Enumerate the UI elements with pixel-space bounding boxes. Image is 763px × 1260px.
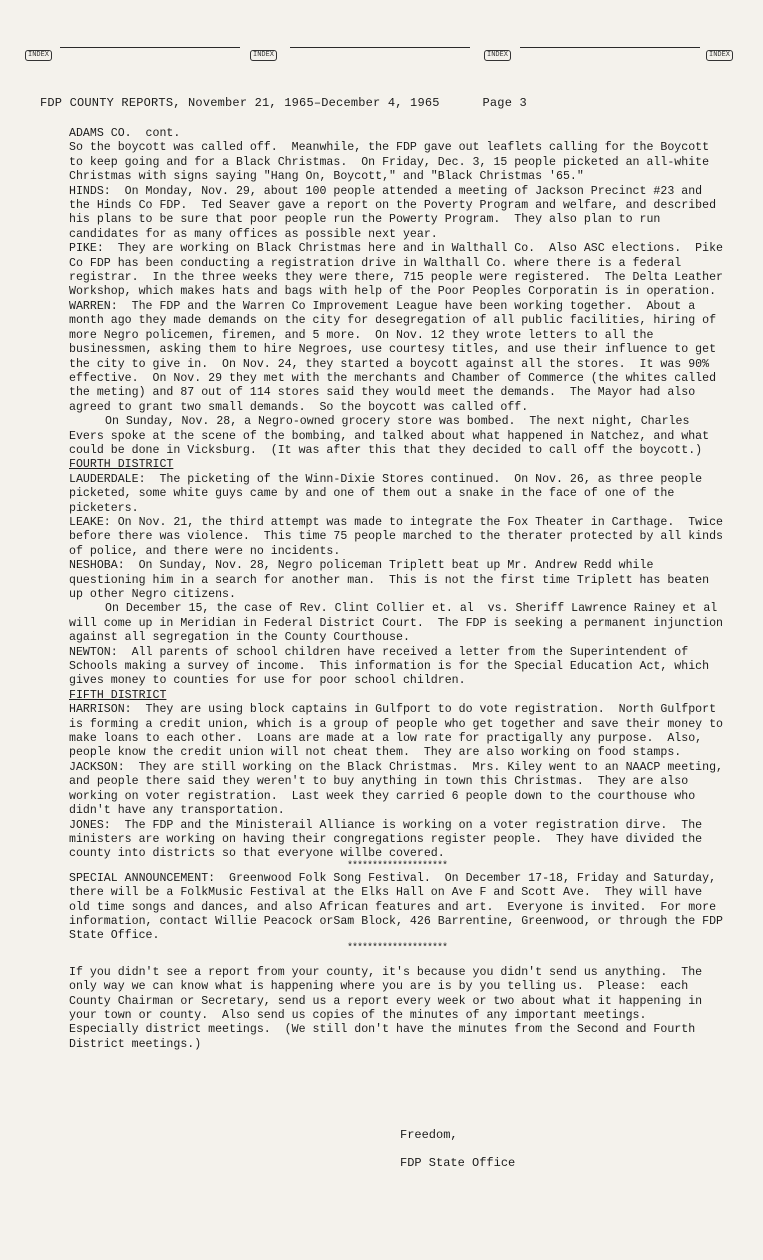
paragraph-jackson: JACKSON: They are still working on the Black Christmas. Mrs. Kiley went to an NAACP meeting, and people there said they weren't to buy anything in town this Christmas. They are also working on voter registration. Last week they carried 6 people down to the courthouse who didn't have any transportation. bbox=[69, 760, 730, 818]
index-stamp: INDEX bbox=[484, 50, 511, 61]
index-stamp: INDEX bbox=[250, 50, 277, 61]
paragraph-hinds: HINDS: On Monday, Nov. 29, about 100 people attended a meeting of Jackson Precinct #23 and the Hinds Co FDP. Ted Seaver gave a report on the Poverty Program and welfare, and described his plans to be sure that poor people run the Powerty Program. They also plan to run candidates for as many offices as possible next year. bbox=[69, 184, 724, 241]
paragraph-closing-note: If you didn't see a report from your county, it's because you didn't send us anything. The only way we can know what is happening where you are is by you telling us. Please: each County Chairman or Secretary, send us a report every week or two about what it happening in your town or county. Also send us copies of the minutes of any important meetings. Especially district meetings. (We still don't have the minutes from the Second and Fourth District meetings.) bbox=[69, 965, 710, 1051]
closing-salutation: Freedom, bbox=[400, 1128, 458, 1142]
index-stamp: INDEX bbox=[25, 50, 52, 61]
report-body bbox=[69, 127, 732, 1052]
top-rule-right bbox=[520, 47, 700, 48]
page-header bbox=[40, 96, 740, 110]
paragraph-adams: So the boycott was called off. Meanwhile, the FDP gave out leaflets calling for the Boycott to keep going and for a Black Christmas. On Friday, Dec. 3, 15 people picketed an all-white Christmas with signs saying "Hang On, Boycott," and "Black Christmas '65." bbox=[69, 141, 717, 184]
paragraph-harrison: HARRISON: They are using block captains in Gulfport to do vote registration. North Gulfport is forming a credit union, which is a group of people who get together and save their money to make loans to each other. Loans are made at a low rate for practigally any purpose. Also, people know the credit union will not cheat them. They are also working on food stamps. bbox=[69, 703, 730, 760]
header-title: FDP COUNTY REPORTS, November 21, 1965–December 4, 1965 bbox=[40, 96, 440, 110]
top-rule-mid bbox=[290, 47, 470, 48]
star-divider: ******************** bbox=[346, 860, 448, 872]
paragraph-leake: LEAKE: On Nov. 21, the third attempt was made to integrate the Fox Theater in Carthage. Twice before there was violence. This time 75 people marched to the therater protected by all kinds of police, and there were no incidents. bbox=[69, 515, 730, 558]
index-stamp: INDEX bbox=[706, 50, 733, 61]
section-heading-adams: ADAMS CO. cont. bbox=[69, 127, 181, 140]
paragraph-neshoba: NESHOBA: On Sunday, Nov. 28, Negro policeman Triplett beat up Mr. Andrew Redd while questioning him in a search for another man. This is not the first time Triplett has beaten up other Negro citizens. bbox=[69, 559, 717, 601]
paragraph-court-case: On December 15, the case of Rev. Clint Collier et. al vs. Sheriff Lawrence Rainey et al will come up in Meridian in Federal District Court. The FDP is seeking a permanent injunction against all segregation in the County Courthouse. bbox=[69, 602, 732, 645]
paragraph-jones: JONES: The FDP and the Ministerail Alliance is working on a voter registration dirve. The ministers are working on having their congregations register people. They have divided the county into districts so that everyone willbe covered. bbox=[69, 818, 710, 861]
heading-fifth-district: FIFTH DISTRICT bbox=[69, 688, 167, 702]
paragraph-lauderdale: LAUDERDALE: The picketing of the Winn-Dixie Stores continued. On Nov. 26, as three people picketed, some white guys came by and one of them out a snake in the face of one of the picketers. bbox=[69, 472, 710, 515]
paragraph-newton: NEWTON: All parents of school children have received a letter from the Superintendent of Schools making a survey of income. This information is for the Special Education Act, which gives money to counties for use for poor school children. bbox=[69, 645, 717, 688]
top-rule-left bbox=[60, 47, 240, 48]
paragraph-announcement: SPECIAL ANNOUNCEMENT: Greenwood Folk Song Festival. On December 17-18, Friday and Saturday, there will be a FolkMusic Festival at the Elks Hall on Ave F and Scott Ave. They will have old time songs and dances, and also African features and art. Everyone is invited. For more information, contact Willie Peacock orSam Block, 426 Barrentine, Greenwood, or through the FDP State Office. bbox=[69, 871, 730, 943]
page-number: Page 3 bbox=[482, 96, 527, 110]
star-divider: ******************** bbox=[346, 942, 448, 954]
paragraph-bombing: On Sunday, Nov. 28, a Negro-owned grocery store was bombed. The next night, Charles Evers spoke at the scene of the bombing, and talked about what happened in Natchez, and what could be done in Vicksburg. (It was after this that they decided to call off the boycott.) bbox=[69, 415, 717, 457]
paragraph-warren: WARREN: The FDP and the Warren Co Improvement League have been working together. About a month ago they made demands on the city for desegregation of all public facilities, hiring of more Negro policemen, firemen, and 5 more. On Nov. 12 they wrote letters to all the businessmen, asking them to hire Negroes, use courtesy titles, and use their influence to get the city to give in. On Nov. 24, they started a boycott against all the stores. It was 90% effective. On Nov. 29 they met with the merchants and Chamber of Commerce (the whites called the meting) and 87 out of 114 stores said they would meet the demands. The Mayor had also agreed to grant two small demands. So the boycott was called off. bbox=[69, 299, 724, 414]
paragraph-pike: PIKE: They are working on Black Christmas here and in Walthall Co. Also ASC elections. Pike Co FDP has been conducting a registration drive in Walthall Co. where there is a federal registrar. In the three weeks they were there, 715 people were registered. The Delta Leather Workshop, which makes hats and bags with help of the Poor Peoples Corporatin is in operation. bbox=[69, 242, 730, 299]
heading-fourth-district: FOURTH DISTRICT bbox=[69, 458, 174, 472]
signature: FDP State Office bbox=[400, 1156, 516, 1170]
